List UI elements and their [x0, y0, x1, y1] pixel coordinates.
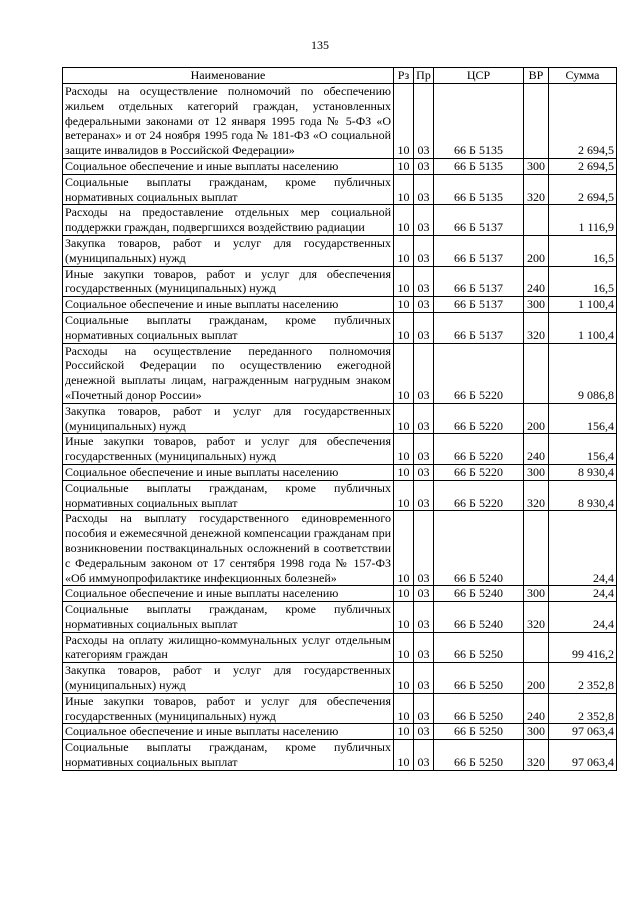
- row-vr-cell: 320: [524, 602, 549, 633]
- row-pr-cell: 03: [414, 84, 434, 159]
- row-sum-cell: 8 930,4: [549, 480, 617, 511]
- table-row: [63, 266, 617, 297]
- row-sum-cell: 97 063,4: [549, 724, 617, 740]
- row-sum-cell: 2 694,5: [549, 174, 617, 205]
- row-pr-cell: 03: [414, 740, 434, 771]
- row-rz-cell: 10: [394, 174, 414, 205]
- row-csr-cell: 66 Б 5135: [434, 174, 524, 205]
- row-rz-cell: 10: [394, 297, 414, 313]
- row-pr-cell: 03: [414, 693, 434, 724]
- row-csr-cell: 66 Б 5137: [434, 312, 524, 343]
- table-body: [63, 84, 617, 771]
- row-name-cell: Социальные выплаты гражданам, кроме публичных нормативных социальных выплат: [63, 312, 394, 343]
- row-name-cell: Расходы на оплату жилищно-коммунальных услуг отдельным категориям граждан: [63, 632, 394, 663]
- row-vr-cell: 300: [524, 158, 549, 174]
- row-name-cell: Закупка товаров, работ и услуг для государственных (муниципальных) нужд: [63, 235, 394, 266]
- row-rz-cell: 10: [394, 602, 414, 633]
- table-row: [63, 693, 617, 724]
- row-pr-cell: 03: [414, 174, 434, 205]
- row-name-cell: Иные закупки товаров, работ и услуг для обеспечения государственных (муниципальных) нужд: [63, 693, 394, 724]
- row-csr-cell: 66 Б 5137: [434, 235, 524, 266]
- row-vr-cell: 300: [524, 724, 549, 740]
- row-pr-cell: 03: [414, 663, 434, 694]
- row-pr-cell: 03: [414, 297, 434, 313]
- table-row: [63, 297, 617, 313]
- row-rz-cell: 10: [394, 266, 414, 297]
- row-csr-cell: 66 Б 5137: [434, 205, 524, 236]
- budget-table: [62, 67, 617, 771]
- row-name-cell: Социальное обеспечение и иные выплаты населению: [63, 724, 394, 740]
- row-rz-cell: 10: [394, 403, 414, 434]
- row-csr-cell: 66 Б 5250: [434, 693, 524, 724]
- row-csr-cell: 66 Б 5240: [434, 511, 524, 586]
- row-rz-cell: 10: [394, 586, 414, 602]
- row-name-cell: Расходы на выплату государственного единовременного пособия и ежемесячной денежной компенсации гражданам при возникновении поствакцинальных осложнений в соответствии с Федеральным законом от 17 сентября 1998 года № 157-ФЗ «Об иммунопрофилактике инфекционных болезней»: [63, 511, 394, 586]
- row-rz-cell: 10: [394, 312, 414, 343]
- row-name-cell: Расходы на осуществление полномочий по обеспечению жильем отдельных категорий граждан, установленных федеральными законами от 12 января 1995 года № 5-ФЗ «О ветеранах» и от 24 ноября 1995 года № 181-ФЗ «О социальной защите инвалидов в Российской Федерации»: [63, 84, 394, 159]
- row-vr-cell: 240: [524, 266, 549, 297]
- row-csr-cell: 66 Б 5220: [434, 434, 524, 465]
- row-rz-cell: 10: [394, 693, 414, 724]
- row-sum-cell: 2 694,5: [549, 158, 617, 174]
- column-header-rz: Рз: [394, 68, 414, 84]
- table-row: [63, 403, 617, 434]
- row-vr-cell: 240: [524, 434, 549, 465]
- row-rz-cell: 10: [394, 480, 414, 511]
- row-pr-cell: 03: [414, 586, 434, 602]
- row-rz-cell: 10: [394, 663, 414, 694]
- row-name-cell: Социальные выплаты гражданам, кроме публичных нормативных социальных выплат: [63, 740, 394, 771]
- row-rz-cell: 10: [394, 343, 414, 403]
- row-vr-cell: 320: [524, 174, 549, 205]
- table-row: [63, 586, 617, 602]
- row-sum-cell: 24,4: [549, 602, 617, 633]
- row-pr-cell: 03: [414, 464, 434, 480]
- row-csr-cell: 66 Б 5220: [434, 464, 524, 480]
- column-header-sum: Сумма: [549, 68, 617, 84]
- row-name-cell: Иные закупки товаров, работ и услуг для обеспечения государственных (муниципальных) нужд: [63, 266, 394, 297]
- row-vr-cell: 200: [524, 403, 549, 434]
- row-name-cell: Закупка товаров, работ и услуг для государственных (муниципальных) нужд: [63, 663, 394, 694]
- row-vr-cell: 200: [524, 235, 549, 266]
- row-csr-cell: 66 Б 5135: [434, 84, 524, 159]
- row-pr-cell: 03: [414, 724, 434, 740]
- row-csr-cell: 66 Б 5250: [434, 724, 524, 740]
- row-pr-cell: 03: [414, 266, 434, 297]
- row-rz-cell: 10: [394, 740, 414, 771]
- row-sum-cell: 1 116,9: [549, 205, 617, 236]
- row-name-cell: Иные закупки товаров, работ и услуг для обеспечения государственных (муниципальных) нужд: [63, 434, 394, 465]
- row-csr-cell: 66 Б 5220: [434, 480, 524, 511]
- row-pr-cell: 03: [414, 632, 434, 663]
- row-name-cell: Социальное обеспечение и иные выплаты населению: [63, 464, 394, 480]
- row-sum-cell: 2 352,8: [549, 693, 617, 724]
- table-row: [63, 312, 617, 343]
- row-vr-cell: [524, 84, 549, 159]
- table-row: [63, 84, 617, 159]
- row-sum-cell: 156,4: [549, 434, 617, 465]
- row-csr-cell: 66 Б 5220: [434, 343, 524, 403]
- column-header-vr: ВР: [524, 68, 549, 84]
- row-sum-cell: 156,4: [549, 403, 617, 434]
- row-name-cell: Закупка товаров, работ и услуг для государственных (муниципальных) нужд: [63, 403, 394, 434]
- row-csr-cell: 66 Б 5137: [434, 297, 524, 313]
- row-rz-cell: 10: [394, 235, 414, 266]
- row-csr-cell: 66 Б 5137: [434, 266, 524, 297]
- table-row: [63, 602, 617, 633]
- table-row: [63, 724, 617, 740]
- row-vr-cell: [524, 205, 549, 236]
- row-rz-cell: 10: [394, 84, 414, 159]
- row-sum-cell: 1 100,4: [549, 297, 617, 313]
- row-sum-cell: 24,4: [549, 511, 617, 586]
- row-sum-cell: 16,5: [549, 266, 617, 297]
- table-row: [63, 158, 617, 174]
- table-row: [63, 343, 617, 403]
- row-name-cell: Расходы на осуществление переданного полномочия Российской Федерации по осуществлению ежегодной денежной выплаты лицам, награжденным нагрудным знаком «Почетный донор России»: [63, 343, 394, 403]
- row-vr-cell: 200: [524, 663, 549, 694]
- row-vr-cell: 240: [524, 693, 549, 724]
- row-rz-cell: 10: [394, 632, 414, 663]
- row-sum-cell: 24,4: [549, 586, 617, 602]
- table-row: [63, 480, 617, 511]
- row-vr-cell: 320: [524, 312, 549, 343]
- row-csr-cell: 66 Б 5135: [434, 158, 524, 174]
- row-pr-cell: 03: [414, 158, 434, 174]
- row-pr-cell: 03: [414, 480, 434, 511]
- row-rz-cell: 10: [394, 464, 414, 480]
- table-row: [63, 205, 617, 236]
- row-name-cell: Социальные выплаты гражданам, кроме публичных нормативных социальных выплат: [63, 174, 394, 205]
- row-rz-cell: 10: [394, 158, 414, 174]
- row-sum-cell: 2 694,5: [549, 84, 617, 159]
- row-pr-cell: 03: [414, 343, 434, 403]
- table-row: [63, 235, 617, 266]
- row-name-cell: Социальные выплаты гражданам, кроме публичных нормативных социальных выплат: [63, 480, 394, 511]
- row-vr-cell: 300: [524, 297, 549, 313]
- page-number: 135: [311, 38, 329, 52]
- row-pr-cell: 03: [414, 511, 434, 586]
- row-sum-cell: 1 100,4: [549, 312, 617, 343]
- table-header-row: [63, 68, 617, 84]
- column-header-pr: Пр: [414, 68, 434, 84]
- row-csr-cell: 66 Б 5240: [434, 602, 524, 633]
- row-sum-cell: 9 086,8: [549, 343, 617, 403]
- row-name-cell: Социальное обеспечение и иные выплаты населению: [63, 158, 394, 174]
- row-sum-cell: 16,5: [549, 235, 617, 266]
- table-row: [63, 464, 617, 480]
- row-csr-cell: 66 Б 5250: [434, 740, 524, 771]
- row-rz-cell: 10: [394, 205, 414, 236]
- row-vr-cell: 300: [524, 586, 549, 602]
- row-pr-cell: 03: [414, 403, 434, 434]
- table-row: [63, 632, 617, 663]
- row-vr-cell: 320: [524, 480, 549, 511]
- row-csr-cell: 66 Б 5220: [434, 403, 524, 434]
- table-row: [63, 663, 617, 694]
- row-name-cell: Расходы на предоставление отдельных мер социальной поддержки граждан, подвергшихся воздействию радиации: [63, 205, 394, 236]
- row-name-cell: Социальное обеспечение и иные выплаты населению: [63, 297, 394, 313]
- table-row: [63, 740, 617, 771]
- row-name-cell: Социальное обеспечение и иные выплаты населению: [63, 586, 394, 602]
- row-csr-cell: 66 Б 5250: [434, 663, 524, 694]
- row-csr-cell: 66 Б 5240: [434, 586, 524, 602]
- row-vr-cell: [524, 632, 549, 663]
- row-csr-cell: 66 Б 5250: [434, 632, 524, 663]
- row-name-cell: Социальные выплаты гражданам, кроме публичных нормативных социальных выплат: [63, 602, 394, 633]
- row-pr-cell: 03: [414, 235, 434, 266]
- table-row: [63, 511, 617, 586]
- row-vr-cell: [524, 511, 549, 586]
- row-sum-cell: 8 930,4: [549, 464, 617, 480]
- table-row: [63, 434, 617, 465]
- row-pr-cell: 03: [414, 205, 434, 236]
- column-header-name: Наименование: [63, 68, 394, 84]
- row-sum-cell: 97 063,4: [549, 740, 617, 771]
- row-vr-cell: [524, 343, 549, 403]
- row-rz-cell: 10: [394, 724, 414, 740]
- row-rz-cell: 10: [394, 434, 414, 465]
- row-pr-cell: 03: [414, 602, 434, 633]
- row-pr-cell: 03: [414, 312, 434, 343]
- table-row: [63, 174, 617, 205]
- row-sum-cell: 99 416,2: [549, 632, 617, 663]
- row-vr-cell: 320: [524, 740, 549, 771]
- row-sum-cell: 2 352,8: [549, 663, 617, 694]
- row-rz-cell: 10: [394, 511, 414, 586]
- row-vr-cell: 300: [524, 464, 549, 480]
- row-pr-cell: 03: [414, 434, 434, 465]
- column-header-csr: ЦСР: [434, 68, 524, 84]
